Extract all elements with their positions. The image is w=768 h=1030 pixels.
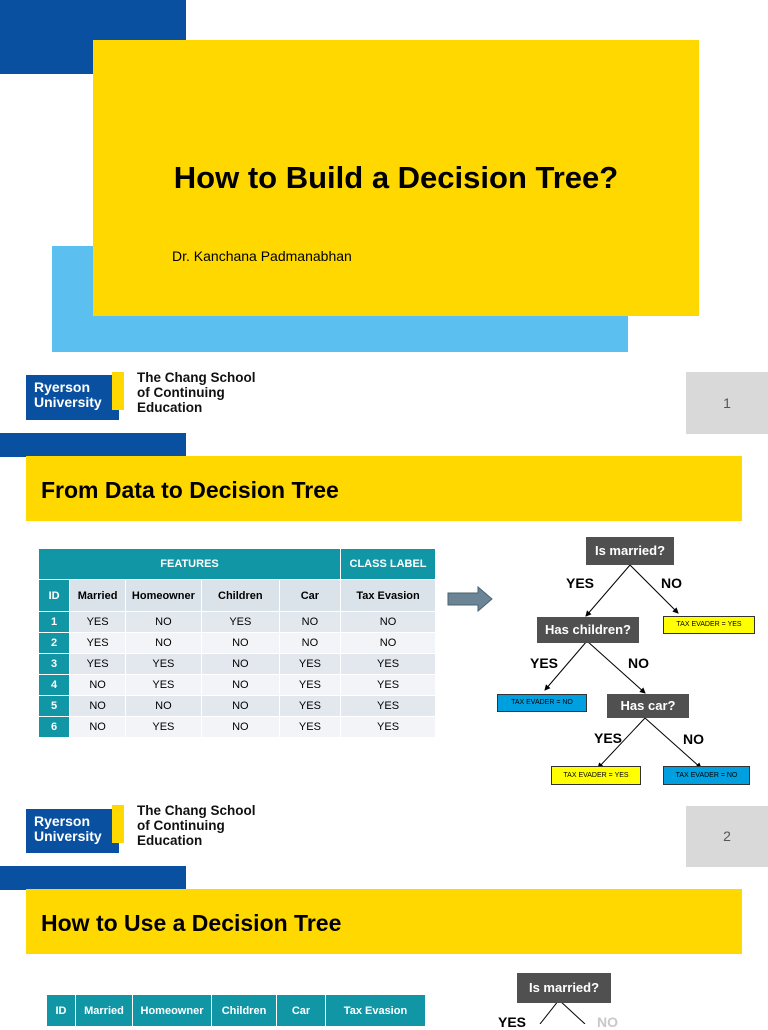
slide-title: How to Build a Decision Tree? (173, 160, 619, 195)
row-id: 5 (39, 696, 70, 717)
table-row (39, 633, 436, 654)
column-header: Tax Evasion (341, 580, 436, 612)
table-row (39, 654, 436, 675)
school-line-2: of Continuing (137, 385, 225, 400)
tree-leaf: TAX EVADER = YES (551, 766, 641, 785)
row-id: 4 (39, 675, 70, 696)
page-number: 1 (723, 395, 731, 411)
table-cell: YES (125, 675, 201, 696)
table-cell: NO (125, 696, 201, 717)
table-cell: YES (279, 696, 340, 717)
page-number-box (686, 372, 768, 434)
ryerson-logo (26, 375, 119, 420)
row-id: 6 (39, 717, 70, 738)
table-cell: NO (201, 717, 279, 738)
table-cell: NO (201, 675, 279, 696)
edge-label-no: NO (661, 575, 682, 591)
logo-yellow-bar (112, 372, 124, 410)
column-header: Tax Evasion (326, 995, 426, 1027)
table-cell: YES (70, 633, 126, 654)
table-cell: NO (341, 612, 436, 633)
column-header: ID (39, 580, 70, 612)
table-cell: YES (201, 612, 279, 633)
column-header: Car (277, 995, 326, 1027)
row-id: 2 (39, 633, 70, 654)
edge-label-yes: YES (566, 575, 595, 591)
table-cell: NO (279, 633, 340, 654)
logo-yellow-bar (112, 805, 124, 843)
table-cell: YES (341, 717, 436, 738)
decorative-blue-block (0, 433, 186, 457)
table-cell: YES (341, 675, 436, 696)
school-name (137, 370, 256, 415)
row-id: 1 (39, 612, 70, 633)
school-line-3: Education (137, 833, 203, 848)
column-header: Car (279, 580, 340, 612)
table-row (39, 717, 436, 738)
features-header: FEATURES (39, 549, 341, 580)
table-cell: NO (70, 675, 126, 696)
school-line-3: Education (137, 400, 203, 415)
edge-label-yes: YES (594, 730, 623, 746)
edge-label-no: NO (628, 655, 649, 671)
page-number: 2 (723, 828, 731, 844)
column-header: Married (70, 580, 126, 612)
tree-leaf: TAX EVADER = NO (663, 766, 750, 785)
class-label-header: CLASS LABEL (341, 549, 436, 580)
table-cell: YES (70, 612, 126, 633)
tree-node-root: Is married? (517, 973, 611, 1003)
table-cell: YES (125, 654, 201, 675)
heading-band (26, 889, 742, 954)
table-cell: NO (341, 633, 436, 654)
author-name: Dr. Kanchana Padmanabhan (172, 248, 352, 264)
column-header: ID (47, 995, 76, 1027)
university-line-2: University (34, 828, 102, 844)
edge-label-yes: YES (530, 655, 559, 671)
table-cell: NO (125, 612, 201, 633)
column-header: Children (201, 580, 279, 612)
slide-heading: From Data to Decision Tree (41, 477, 339, 503)
school-line-1: The Chang School (137, 803, 256, 818)
decorative-blue-block (0, 866, 186, 890)
table-cell: NO (201, 633, 279, 654)
tree-leaf: TAX EVADER = YES (663, 616, 755, 634)
table-cell: NO (70, 696, 126, 717)
school-line-1: The Chang School (137, 370, 256, 385)
table-row (39, 696, 436, 717)
table-row (39, 675, 436, 696)
edge-label-no: NO (597, 1014, 618, 1030)
tree-node-root: Is married? (586, 537, 674, 565)
tree-leaf: TAX EVADER = NO (497, 694, 587, 712)
table-cell: YES (70, 654, 126, 675)
table-cell: NO (125, 633, 201, 654)
table-cell: NO (279, 612, 340, 633)
edge-label-yes: YES (498, 1014, 527, 1030)
school-name (137, 803, 256, 848)
slide-heading: How to Use a Decision Tree (41, 910, 342, 936)
school-line-2: of Continuing (137, 818, 225, 833)
table-cell: YES (279, 654, 340, 675)
ryerson-logo (26, 809, 119, 853)
table-cell: NO (201, 696, 279, 717)
table-cell: YES (279, 675, 340, 696)
university-line-1: Ryerson (34, 813, 91, 829)
test-data-table (46, 994, 426, 1027)
table-cell: NO (201, 654, 279, 675)
table-cell: YES (341, 696, 436, 717)
edge-label-no: NO (683, 731, 704, 747)
table-row (39, 612, 436, 633)
column-header: Children (212, 995, 277, 1027)
table-cell: YES (279, 717, 340, 738)
heading-band (26, 456, 742, 521)
university-line-2: University (34, 394, 102, 410)
row-id: 3 (39, 654, 70, 675)
tree-node-car: Has car? (607, 694, 689, 718)
column-header: Married (76, 995, 133, 1027)
tree-node-children: Has children? (537, 617, 639, 643)
training-data-table (38, 548, 436, 738)
table-cell: NO (70, 717, 126, 738)
right-arrow-icon (446, 585, 494, 613)
table-cell: YES (341, 654, 436, 675)
page-number-box (686, 806, 768, 867)
university-line-1: Ryerson (34, 379, 91, 395)
table-cell: YES (125, 717, 201, 738)
column-header: Homeowner (125, 580, 201, 612)
column-header: Homeowner (133, 995, 212, 1027)
